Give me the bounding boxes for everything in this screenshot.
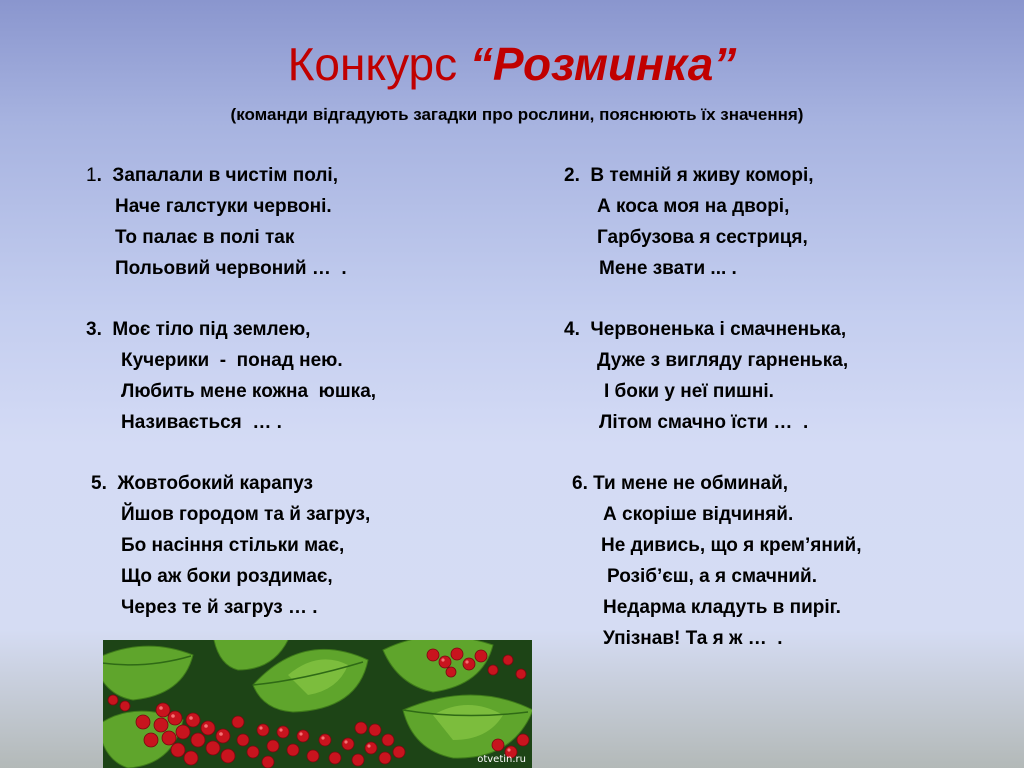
slide-subtitle: (команди відгадують загадки про рослини, пояснюють їх значення) [230,105,804,124]
photo-watermark: otvetin.ru [477,754,526,765]
riddle-1-line-3: То палає в полі так [115,227,295,248]
riddle-6-line-6: Упізнав! Та я ж … . [603,628,783,649]
riddle-4-line-2: Дуже з вигляду гарненька, [597,350,849,371]
riddle-5-line-5: Через те й загруз … . [121,597,318,618]
riddle-3-line-2: Кучерики - понад нею. [121,350,343,371]
riddle-5-line-1: 5. Жовтобокий карапуз [91,473,313,494]
riddle-6-line-3: Не дивись, що я крем’яний, [601,535,862,556]
riddle-3-line-3: Любить мене кожна юшка, [121,381,377,402]
riddle-6-line-1: 6. Ти мене не обминай, [572,473,789,494]
riddle-3-line-1: 3. Моє тіло під землею, [86,319,311,340]
riddle-6-line-4: Розіб’єш, а я смачний. [607,566,818,587]
riddle-1-number: 1 [86,165,97,186]
riddle-2-line-4: Мене звати ... . [599,258,737,279]
riddle-1-line-1 [86,164,338,188]
riddle-2-line-2: А коса моя на дворі, [597,196,790,217]
berries-illustration [103,640,532,768]
title-quoted: “Розминка” [469,38,737,90]
riddle-4-line-3: І боки у неї пишні. [604,381,774,402]
riddle-2-line-1: 2. В темній я живу коморі, [564,165,814,186]
riddle-6-line-2: А скоріше відчиняй. [603,504,794,525]
riddle-4-line-1: 4. Червоненька і смачненька, [564,319,847,340]
riddle-5-line-2: Йшов городом та й загруз, [121,504,371,525]
riddle-2-line-3: Гарбузова я сестриця, [597,227,808,248]
viburnum-berries-photo [103,640,532,768]
title-plain: Конкурс [287,38,470,90]
riddle-5-line-4: Що аж боки роздимає, [121,566,333,587]
riddle-5-line-3: Бо насіння стільки має, [121,535,345,556]
riddle-4-line-4: Літом смачно їсти … . [599,412,809,433]
riddle-1-line-2: Наче галстуки червоні. [115,196,332,217]
riddle-6-line-5: Недарма кладуть в пиріг. [603,597,841,618]
riddle-1-line-4: Польовий червоний … . [115,258,347,279]
slide-title [0,34,1024,94]
riddle-3-line-4: Називається … . [121,412,282,433]
riddle-1-line-1-text: . Запалали в чистім полі, [96,165,338,186]
